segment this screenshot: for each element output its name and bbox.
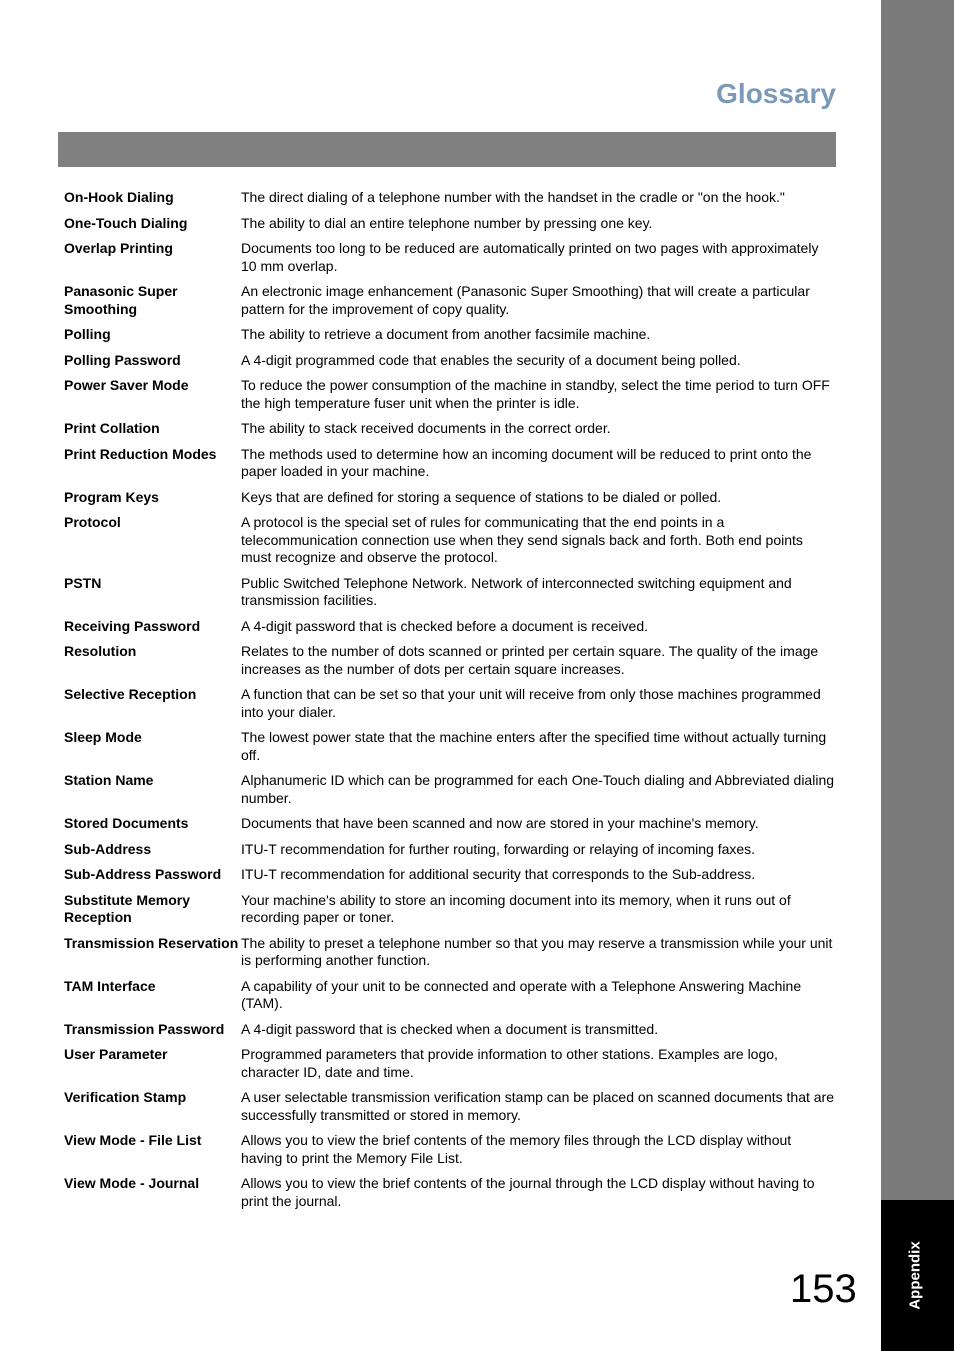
glossary-definition: ITU-T recommendation for additional security that corresponds to the Sub-address.: [241, 866, 756, 882]
glossary-definition: The ability to dial an entire telephone number by pressing one key.: [241, 214, 653, 231]
glossary-term: Transmission Password: [64, 1020, 225, 1037]
glossary-definition: Public Switched Telephone Network. Network of interconnected switching equipment and transmission facilities.: [241, 574, 792, 608]
page-title: Glossary: [716, 78, 836, 109]
glossary-entry: [64, 618, 834, 636]
glossary-term: Sleep Mode: [64, 729, 142, 745]
glossary-entry: [64, 189, 834, 207]
glossary-term: Transmission Reservation: [64, 934, 239, 951]
glossary-definition: Allows you to view the brief contents of the journal through the LCD display without having to print the journal.: [241, 1175, 815, 1209]
glossary-entry: [64, 215, 834, 233]
glossary-term: PSTN: [64, 574, 102, 591]
glossary-definition: A 4-digit password that is checked before a document is received.: [241, 617, 648, 634]
glossary-entry: [64, 686, 834, 721]
glossary-definition: A user selectable transmission verification stamp can be placed on scanned documents that are successfully transmitted or stored in memory.: [241, 1089, 834, 1123]
glossary-definition: An electronic image enhancement (Panasonic Super Smoothing) that will create a particular pattern for the improvement of copy quality.: [241, 283, 810, 317]
glossary-definition: The lowest power state that the machine enters after the specified time without actually turning off.: [241, 729, 827, 763]
glossary-term: Polling Password: [64, 351, 181, 368]
glossary-entry: [64, 815, 834, 833]
glossary-term: On-Hook Dialing: [64, 189, 174, 205]
glossary-term: Selective Reception: [64, 686, 197, 702]
glossary-entry: [64, 420, 834, 438]
glossary-term: Polling: [64, 326, 111, 342]
glossary-term: Sub-Address: [64, 840, 152, 857]
glossary-entry: [64, 866, 834, 884]
glossary-term: Stored Documents: [64, 815, 189, 831]
glossary-term: View Mode - Journal: [64, 1175, 200, 1191]
glossary-term: Power Saver Mode: [64, 377, 189, 393]
glossary-entry: [64, 729, 834, 764]
glossary-definition: Programmed parameters that provide information to other stations. Examples are logo, character ID, date and time.: [241, 1046, 778, 1080]
glossary-entry: [64, 446, 834, 481]
glossary-entry: [64, 489, 834, 507]
glossary-entry: [64, 841, 834, 859]
glossary-term: View Mode - File List: [64, 1132, 202, 1148]
glossary-term: Substitute Memory Reception: [64, 891, 191, 925]
glossary-definition: Documents too long to be reduced are automatically printed on two pages with approximately 10 mm overlap.: [241, 240, 819, 274]
section-label: Appendix: [906, 1240, 924, 1310]
glossary-definition: Your machine's ability to store an incoming document into its memory, when it runs out of recording paper or toner.: [241, 891, 791, 925]
glossary-term: Resolution: [64, 643, 137, 659]
glossary-term: Protocol: [64, 514, 121, 530]
glossary-definition: The ability to retrieve a document from another facsimile machine.: [241, 326, 651, 342]
glossary-term: Program Keys: [64, 488, 159, 505]
glossary-definition: The ability to stack received documents in the correct order.: [241, 420, 611, 436]
glossary-term: Print Collation: [64, 420, 160, 436]
glossary-term: Print Reduction Modes: [64, 445, 217, 462]
glossary-definition: Documents that have been scanned and now are stored in your machine's memory.: [241, 815, 759, 831]
glossary-entry: [64, 892, 834, 927]
glossary-definition: Keys that are defined for storing a sequence of stations to be dialed or polled.: [241, 488, 722, 505]
glossary-entry: [64, 352, 834, 370]
glossary-term: User Parameter: [64, 1046, 168, 1062]
glossary-term: Station Name: [64, 772, 154, 788]
glossary-entry: [64, 643, 834, 678]
glossary-term: TAM Interface: [64, 977, 156, 994]
glossary-entry: [64, 1021, 834, 1039]
glossary-entry: [64, 978, 834, 1013]
glossary-definition: Relates to the number of dots scanned or printed per certain square. The quality of the image increases as the number of dots per certain square increases.: [241, 643, 819, 677]
glossary-entry: [64, 514, 834, 567]
glossary-entry: [64, 1046, 834, 1081]
glossary-term: Panasonic Super Smoothing: [64, 283, 178, 317]
glossary-definition: A 4-digit programmed code that enables the security of a document being polled.: [241, 351, 741, 368]
glossary-definition: Alphanumeric ID which can be programmed for each One-Touch dialing and Abbreviated dialing number.: [241, 772, 835, 806]
glossary-term: Verification Stamp: [64, 1089, 187, 1105]
glossary-entry: [64, 772, 834, 807]
glossary-definition: To reduce the power consumption of the machine in standby, select the time period to turn OFF the high temperature fuser unit when the printer is idle.: [241, 377, 830, 411]
glossary-entry: [64, 935, 834, 970]
side-tab: [881, 0, 954, 1351]
glossary-term: Overlap Printing: [64, 240, 173, 256]
glossary-definition: A protocol is the special set of rules for communicating that the end points in a telecommunication connection use when they send signals back and forth. Both end points must recognize and observe the protocol.: [241, 514, 803, 565]
glossary-definition: A 4-digit password that is checked when a document is transmitted.: [241, 1020, 659, 1037]
glossary-entry: [64, 1175, 834, 1210]
glossary-definition: ITU-T recommendation for further routing, forwarding or relaying of incoming faxes.: [241, 840, 756, 857]
glossary-definition: The methods used to determine how an incoming document will be reduced to print onto the paper loaded in your machine.: [241, 445, 812, 479]
glossary-entry: [64, 283, 834, 318]
glossary-entry: [64, 1089, 834, 1124]
glossary-entry: [64, 1132, 834, 1167]
page-number: 153: [790, 1267, 857, 1311]
glossary-entry: [64, 377, 834, 412]
glossary-term: Receiving Password: [64, 617, 201, 634]
header-bar: [58, 132, 836, 167]
glossary-definition: A capability of your unit to be connected and operate with a Telephone Answering Machine (TAM).: [241, 977, 802, 1011]
glossary-entry: [64, 240, 834, 275]
glossary-term: One-Touch Dialing: [64, 214, 188, 231]
section-label-wrapper: [895, 1240, 935, 1310]
glossary-definition: The direct dialing of a telephone number with the handset in the cradle or "on the hook.": [241, 189, 785, 205]
glossary-entry: [64, 326, 834, 344]
glossary-definition: Allows you to view the brief contents of the memory files through the LCD display without having to print the Memory File List.: [241, 1132, 792, 1166]
glossary-term: Sub-Address Password: [64, 866, 222, 882]
glossary-entry: [64, 575, 834, 610]
glossary-definition: The ability to preset a telephone number so that you may reserve a transmission while your unit is performing another function.: [241, 934, 833, 968]
glossary-list: [64, 189, 834, 1218]
glossary-definition: A function that can be set so that your unit will receive from only those machines programmed into your dialer.: [241, 686, 821, 720]
